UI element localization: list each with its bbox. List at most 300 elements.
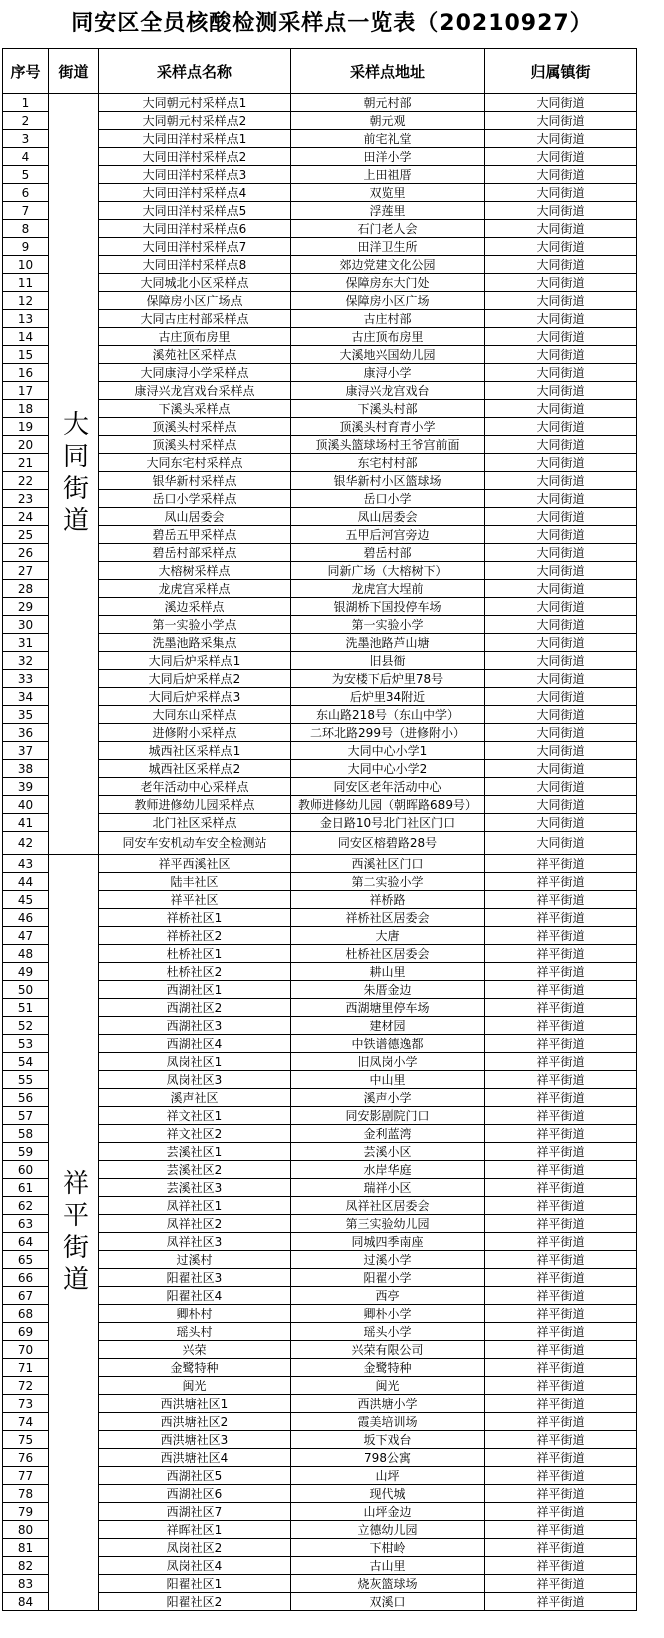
site-town: 祥平街道 <box>485 1521 637 1539</box>
site-town: 祥平街道 <box>485 1269 637 1287</box>
site-name: 教师进修幼儿园采样点 <box>99 796 291 814</box>
site-address: 二环北路299号（进修附小） <box>291 724 485 742</box>
site-town: 大同街道 <box>485 472 637 490</box>
site-address: 双溪口 <box>291 1593 485 1611</box>
site-address: 教师进修幼儿园（朝晖路689号） <box>291 796 485 814</box>
row-index: 53 <box>3 1035 49 1053</box>
site-name: 凤山居委会 <box>99 508 291 526</box>
site-town: 祥平街道 <box>485 1053 637 1071</box>
site-town: 大同街道 <box>485 238 637 256</box>
site-town: 祥平街道 <box>485 1233 637 1251</box>
site-name: 大同田洋村采样点2 <box>99 148 291 166</box>
site-town: 大同街道 <box>485 292 637 310</box>
site-town: 祥平街道 <box>485 1287 637 1305</box>
table-row <box>3 112 637 130</box>
site-town: 大同街道 <box>485 796 637 814</box>
table-row <box>3 724 637 742</box>
site-town: 祥平街道 <box>485 1395 637 1413</box>
site-town: 祥平街道 <box>485 1197 637 1215</box>
row-index: 3 <box>3 130 49 148</box>
row-index: 79 <box>3 1503 49 1521</box>
table-row <box>3 1503 637 1521</box>
site-name: 杜桥社区1 <box>99 945 291 963</box>
table-row <box>3 1269 637 1287</box>
site-address: 下溪头村部 <box>291 400 485 418</box>
table-row <box>3 1521 637 1539</box>
site-address: 金利蓝湾 <box>291 1125 485 1143</box>
site-town: 祥平街道 <box>485 1143 637 1161</box>
site-town: 祥平街道 <box>485 1071 637 1089</box>
site-town: 祥平街道 <box>485 1017 637 1035</box>
site-town: 大同街道 <box>485 328 637 346</box>
site-address: 田洋小学 <box>291 148 485 166</box>
row-index: 58 <box>3 1125 49 1143</box>
table-row <box>3 945 637 963</box>
table-row <box>3 855 637 873</box>
row-index: 10 <box>3 256 49 274</box>
site-town: 大同街道 <box>485 418 637 436</box>
site-name: 同安车安机动车安全检测站 <box>99 832 291 855</box>
site-address: 山坪金边 <box>291 1503 485 1521</box>
table-row <box>3 1467 637 1485</box>
table-row <box>3 634 637 652</box>
site-name: 大榕树采样点 <box>99 562 291 580</box>
site-town: 祥平街道 <box>485 1179 637 1197</box>
site-address: 坂下戏台 <box>291 1431 485 1449</box>
site-name: 祥文社区1 <box>99 1107 291 1125</box>
table-row <box>3 526 637 544</box>
site-town: 大同街道 <box>485 652 637 670</box>
site-name: 西湖社区6 <box>99 1485 291 1503</box>
row-index: 15 <box>3 346 49 364</box>
site-address: 田洋卫生所 <box>291 238 485 256</box>
site-name: 瑶头村 <box>99 1323 291 1341</box>
site-town: 大同街道 <box>485 814 637 832</box>
street-group-label: 祥平街道 <box>49 855 99 1611</box>
row-index: 80 <box>3 1521 49 1539</box>
table-row <box>3 873 637 891</box>
table-row <box>3 909 637 927</box>
site-address: 祥桥路 <box>291 891 485 909</box>
site-address: 同新广场（大榕树下） <box>291 562 485 580</box>
site-name: 卿朴村 <box>99 1305 291 1323</box>
site-town: 大同街道 <box>485 688 637 706</box>
site-address: 上田祖厝 <box>291 166 485 184</box>
site-town: 大同街道 <box>485 112 637 130</box>
row-index: 72 <box>3 1377 49 1395</box>
site-name: 闽光 <box>99 1377 291 1395</box>
site-address: 祥桥社区居委会 <box>291 909 485 927</box>
site-name: 龙虎宫采样点 <box>99 580 291 598</box>
row-index: 23 <box>3 490 49 508</box>
site-name: 城西社区采样点1 <box>99 742 291 760</box>
row-index: 2 <box>3 112 49 130</box>
site-name: 大同东山采样点 <box>99 706 291 724</box>
site-address: 第一实验小学 <box>291 616 485 634</box>
site-address: 后炉里34附近 <box>291 688 485 706</box>
site-address: 康浔小学 <box>291 364 485 382</box>
site-town: 大同街道 <box>485 346 637 364</box>
table-row <box>3 1161 637 1179</box>
site-name: 芸溪社区3 <box>99 1179 291 1197</box>
site-name: 芸溪社区1 <box>99 1143 291 1161</box>
table-row <box>3 1359 637 1377</box>
row-index: 8 <box>3 220 49 238</box>
row-index: 42 <box>3 832 49 855</box>
row-index: 69 <box>3 1323 49 1341</box>
site-address: 西湖塘里停车场 <box>291 999 485 1017</box>
site-town: 祥平街道 <box>485 1467 637 1485</box>
row-index: 43 <box>3 855 49 873</box>
site-town: 大同街道 <box>485 580 637 598</box>
table-row <box>3 1215 637 1233</box>
site-town: 大同街道 <box>485 454 637 472</box>
site-address: 立德幼儿园 <box>291 1521 485 1539</box>
table-row <box>3 760 637 778</box>
row-index: 56 <box>3 1089 49 1107</box>
site-town: 大同街道 <box>485 184 637 202</box>
row-index: 31 <box>3 634 49 652</box>
row-index: 68 <box>3 1305 49 1323</box>
row-index: 35 <box>3 706 49 724</box>
site-name: 阳翟社区3 <box>99 1269 291 1287</box>
site-town: 祥平街道 <box>485 1035 637 1053</box>
site-town: 祥平街道 <box>485 1485 637 1503</box>
table-row <box>3 274 637 292</box>
table-row <box>3 1431 637 1449</box>
site-town: 大同街道 <box>485 742 637 760</box>
site-town: 大同街道 <box>485 400 637 418</box>
site-address: 同安区老年活动中心 <box>291 778 485 796</box>
site-address: 东宅村村部 <box>291 454 485 472</box>
site-name: 洗墨池路采集点 <box>99 634 291 652</box>
site-town: 大同街道 <box>485 166 637 184</box>
table-row <box>3 891 637 909</box>
site-address: 溪声小学 <box>291 1089 485 1107</box>
site-town: 大同街道 <box>485 508 637 526</box>
site-name: 大同田洋村采样点3 <box>99 166 291 184</box>
site-town: 祥平街道 <box>485 1575 637 1593</box>
site-address: 旧凤岗小学 <box>291 1053 485 1071</box>
site-town: 祥平街道 <box>485 1323 637 1341</box>
site-name: 大同东宅村采样点 <box>99 454 291 472</box>
row-index: 41 <box>3 814 49 832</box>
site-name: 大同田洋村采样点4 <box>99 184 291 202</box>
site-town: 祥平街道 <box>485 1305 637 1323</box>
site-name: 西湖社区1 <box>99 981 291 999</box>
site-name: 西洪塘社区4 <box>99 1449 291 1467</box>
site-address: 古庄村部 <box>291 310 485 328</box>
site-name: 大同后炉采样点1 <box>99 652 291 670</box>
site-name: 祥平西溪社区 <box>99 855 291 873</box>
site-town: 大同街道 <box>485 94 637 112</box>
site-name: 陆丰社区 <box>99 873 291 891</box>
row-index: 84 <box>3 1593 49 1611</box>
table-row <box>3 364 637 382</box>
site-name: 大同后炉采样点2 <box>99 670 291 688</box>
table-row <box>3 670 637 688</box>
site-town: 大同街道 <box>485 364 637 382</box>
site-address: 凤山居委会 <box>291 508 485 526</box>
sampling-sites-table <box>2 48 637 1611</box>
site-town: 祥平街道 <box>485 999 637 1017</box>
site-address: 建材园 <box>291 1017 485 1035</box>
site-town: 大同街道 <box>485 274 637 292</box>
table-row <box>3 1251 637 1269</box>
row-index: 73 <box>3 1395 49 1413</box>
table-row <box>3 256 637 274</box>
site-address: 西溪社区门口 <box>291 855 485 873</box>
row-index: 1 <box>3 94 49 112</box>
site-address: 瑞祥小区 <box>291 1179 485 1197</box>
row-index: 48 <box>3 945 49 963</box>
site-address: 龙虎宫大埕前 <box>291 580 485 598</box>
row-index: 32 <box>3 652 49 670</box>
row-index: 11 <box>3 274 49 292</box>
site-address: 顶溪头村育青小学 <box>291 418 485 436</box>
site-address: 金鹭特种 <box>291 1359 485 1377</box>
table-row <box>3 202 637 220</box>
site-address: 东山路218号（东山中学） <box>291 706 485 724</box>
row-index: 57 <box>3 1107 49 1125</box>
header-site-name: 采样点名称 <box>99 49 291 94</box>
row-index: 65 <box>3 1251 49 1269</box>
table-row <box>3 148 637 166</box>
table-row <box>3 1377 637 1395</box>
site-address: 中铁谱德逸都 <box>291 1035 485 1053</box>
site-name: 凤祥社区2 <box>99 1215 291 1233</box>
site-name: 溪苑社区采样点 <box>99 346 291 364</box>
table-row <box>3 1485 637 1503</box>
site-name: 大同田洋村采样点5 <box>99 202 291 220</box>
row-index: 29 <box>3 598 49 616</box>
site-address: 银华新村小区篮球场 <box>291 472 485 490</box>
row-index: 51 <box>3 999 49 1017</box>
row-index: 74 <box>3 1413 49 1431</box>
row-index: 6 <box>3 184 49 202</box>
row-index: 39 <box>3 778 49 796</box>
header-town: 归属镇街 <box>485 49 637 94</box>
site-town: 祥平街道 <box>485 891 637 909</box>
table-row <box>3 544 637 562</box>
table-row <box>3 346 637 364</box>
table-row <box>3 472 637 490</box>
site-town: 大同街道 <box>485 310 637 328</box>
table-row <box>3 220 637 238</box>
row-index: 20 <box>3 436 49 454</box>
table-row <box>3 1197 637 1215</box>
site-address: 兴荣有限公司 <box>291 1341 485 1359</box>
site-address: 杜桥社区居委会 <box>291 945 485 963</box>
row-index: 9 <box>3 238 49 256</box>
site-address: 霞美培训场 <box>291 1413 485 1431</box>
row-index: 50 <box>3 981 49 999</box>
row-index: 70 <box>3 1341 49 1359</box>
site-town: 祥平街道 <box>485 1341 637 1359</box>
site-name: 大同城北小区采样点 <box>99 274 291 292</box>
row-index: 61 <box>3 1179 49 1197</box>
table-row <box>3 382 637 400</box>
site-name: 西湖社区4 <box>99 1035 291 1053</box>
site-address: 五甲后河宫旁边 <box>291 526 485 544</box>
row-index: 24 <box>3 508 49 526</box>
table-row <box>3 1107 637 1125</box>
table-row <box>3 832 637 855</box>
row-index: 37 <box>3 742 49 760</box>
table-row <box>3 796 637 814</box>
row-index: 82 <box>3 1557 49 1575</box>
table-row <box>3 238 637 256</box>
header-index: 序号 <box>3 49 49 94</box>
site-address: 为安楼下后炉里78号 <box>291 670 485 688</box>
row-index: 52 <box>3 1017 49 1035</box>
site-address: 现代城 <box>291 1485 485 1503</box>
row-index: 77 <box>3 1467 49 1485</box>
site-town: 祥平街道 <box>485 1413 637 1431</box>
site-town: 大同街道 <box>485 562 637 580</box>
site-town: 大同街道 <box>485 436 637 454</box>
site-name: 阳翟社区4 <box>99 1287 291 1305</box>
site-name: 凤岗社区4 <box>99 1557 291 1575</box>
row-index: 75 <box>3 1431 49 1449</box>
site-name: 保障房小区广场点 <box>99 292 291 310</box>
site-address: 同安影剧院门口 <box>291 1107 485 1125</box>
site-address: 金日路10号北门社区门口 <box>291 814 485 832</box>
site-address: 古山里 <box>291 1557 485 1575</box>
site-town: 祥平街道 <box>485 1539 637 1557</box>
table-header-row <box>3 49 637 94</box>
row-index: 17 <box>3 382 49 400</box>
site-name: 下溪头采样点 <box>99 400 291 418</box>
table-row <box>3 778 637 796</box>
site-name: 阳翟社区1 <box>99 1575 291 1593</box>
table-row <box>3 1305 637 1323</box>
site-town: 祥平街道 <box>485 963 637 981</box>
site-address: 大唐 <box>291 927 485 945</box>
table-row <box>3 562 637 580</box>
site-address: 第三实验幼儿园 <box>291 1215 485 1233</box>
site-name: 凤祥社区3 <box>99 1233 291 1251</box>
site-name: 祥桥社区1 <box>99 909 291 927</box>
table-row <box>3 1179 637 1197</box>
site-address: 闽光 <box>291 1377 485 1395</box>
site-address: 山坪 <box>291 1467 485 1485</box>
site-name: 大同田洋村采样点8 <box>99 256 291 274</box>
site-address: 芸溪小区 <box>291 1143 485 1161</box>
site-name: 进修附小采样点 <box>99 724 291 742</box>
site-name: 西洪塘社区3 <box>99 1431 291 1449</box>
site-town: 大同街道 <box>485 544 637 562</box>
row-index: 14 <box>3 328 49 346</box>
site-name: 康浔兴龙宫戏台采样点 <box>99 382 291 400</box>
site-address: 保障房小区广场 <box>291 292 485 310</box>
site-town: 大同街道 <box>485 202 637 220</box>
row-index: 7 <box>3 202 49 220</box>
table-row <box>3 1413 637 1431</box>
site-town: 祥平街道 <box>485 1593 637 1611</box>
site-town: 祥平街道 <box>485 981 637 999</box>
row-index: 21 <box>3 454 49 472</box>
site-name: 西湖社区2 <box>99 999 291 1017</box>
header-site-address: 采样点地址 <box>291 49 485 94</box>
site-town: 祥平街道 <box>485 1125 637 1143</box>
table-row <box>3 1557 637 1575</box>
site-town: 大同街道 <box>485 706 637 724</box>
row-index: 5 <box>3 166 49 184</box>
table-row <box>3 1035 637 1053</box>
site-name: 杜桥社区2 <box>99 963 291 981</box>
site-address: 大溪地兴国幼儿园 <box>291 346 485 364</box>
site-town: 祥平街道 <box>485 855 637 873</box>
row-index: 28 <box>3 580 49 598</box>
page-title: 同安区全员核酸检测采样点一览表（20210927） <box>71 11 593 36</box>
site-address: 大同中心小学1 <box>291 742 485 760</box>
site-town: 大同街道 <box>485 130 637 148</box>
site-address: 瑶头小学 <box>291 1323 485 1341</box>
table-row <box>3 1017 637 1035</box>
site-town: 祥平街道 <box>485 945 637 963</box>
row-index: 12 <box>3 292 49 310</box>
site-name: 大同田洋村采样点6 <box>99 220 291 238</box>
table-row <box>3 688 637 706</box>
table-row <box>3 508 637 526</box>
site-name: 大同朝元村采样点1 <box>99 94 291 112</box>
row-index: 47 <box>3 927 49 945</box>
site-address: 第二实验小学 <box>291 873 485 891</box>
site-address: 大同中心小学2 <box>291 760 485 778</box>
row-index: 54 <box>3 1053 49 1071</box>
row-index: 55 <box>3 1071 49 1089</box>
site-name: 古庄顶布房里 <box>99 328 291 346</box>
site-town: 祥平街道 <box>485 1431 637 1449</box>
site-address: 烧灰篮球场 <box>291 1575 485 1593</box>
row-index: 13 <box>3 310 49 328</box>
site-address: 卿朴小学 <box>291 1305 485 1323</box>
site-town: 大同街道 <box>485 490 637 508</box>
table-row <box>3 742 637 760</box>
site-town: 大同街道 <box>485 760 637 778</box>
row-index: 22 <box>3 472 49 490</box>
row-index: 49 <box>3 963 49 981</box>
table-row <box>3 1143 637 1161</box>
table-row <box>3 652 637 670</box>
site-name: 大同康浔小学采样点 <box>99 364 291 382</box>
table-row <box>3 963 637 981</box>
table-row <box>3 1089 637 1107</box>
table-row <box>3 927 637 945</box>
site-name: 凤岗社区2 <box>99 1539 291 1557</box>
site-town: 大同街道 <box>485 670 637 688</box>
row-index: 46 <box>3 909 49 927</box>
site-name: 北门社区采样点 <box>99 814 291 832</box>
site-address: 水岸华庭 <box>291 1161 485 1179</box>
table-row <box>3 400 637 418</box>
table-row <box>3 184 637 202</box>
site-town: 祥平街道 <box>485 1503 637 1521</box>
table-row <box>3 706 637 724</box>
site-address: 康浔兴龙宫戏台 <box>291 382 485 400</box>
street-group-label: 大同街道 <box>49 94 99 855</box>
site-name: 溪声社区 <box>99 1089 291 1107</box>
row-index: 36 <box>3 724 49 742</box>
site-town: 大同街道 <box>485 778 637 796</box>
site-town: 大同街道 <box>485 526 637 544</box>
table-row <box>3 436 637 454</box>
site-town: 祥平街道 <box>485 1359 637 1377</box>
site-address: 碧岳村部 <box>291 544 485 562</box>
table-row <box>3 1125 637 1143</box>
header-street: 街道 <box>49 49 99 94</box>
